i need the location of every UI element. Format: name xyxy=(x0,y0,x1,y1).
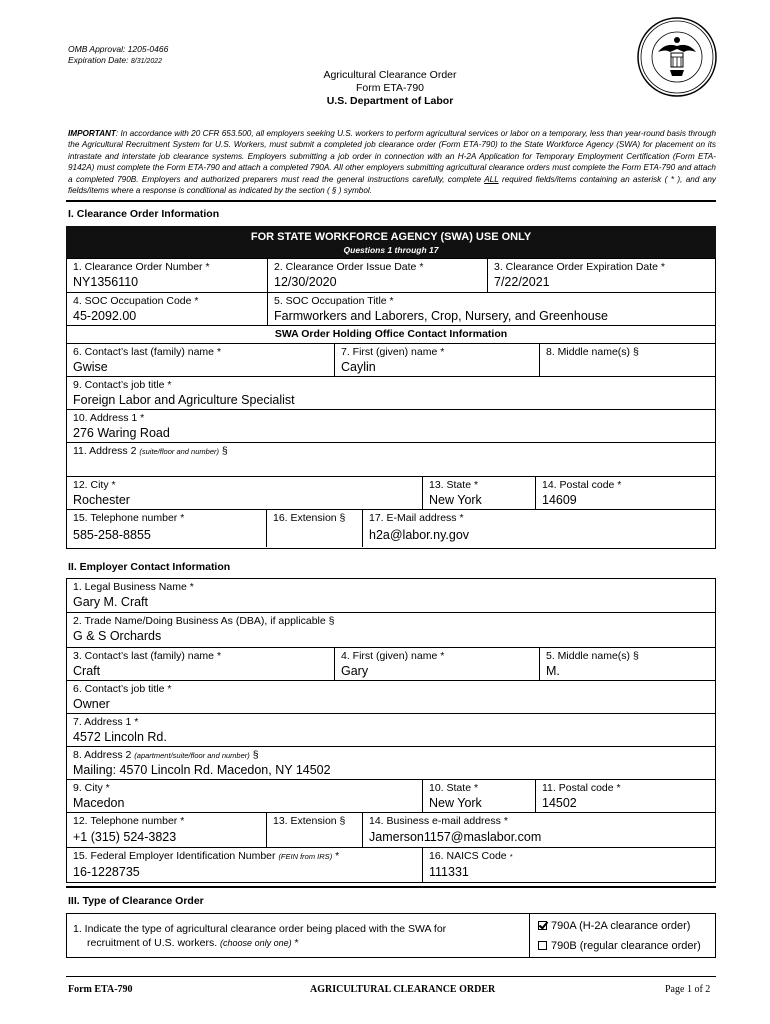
department-name: U.S. Department of Labor xyxy=(326,95,454,107)
checkbox-790b[interactable] xyxy=(538,941,547,950)
table-row xyxy=(67,713,715,746)
fein-field[interactable]: 15. Federal Employer Identification Number (FEIN from IRS) * 16-1228735 xyxy=(73,850,340,879)
postal-code-field[interactable]: 14. Postal code * 14609 xyxy=(535,477,717,509)
extension-field[interactable]: 16. Extension § xyxy=(266,510,362,547)
table-row xyxy=(67,409,715,442)
table-row xyxy=(67,476,715,509)
employer-contact-first-name-field[interactable]: 4. First (given) name * Gary xyxy=(334,648,539,680)
employer-telephone-field[interactable]: 12. Telephone number * +1 (315) 524-3823 xyxy=(73,815,185,844)
important-notice: IMPORTANT: In accordance with 20 CFR 653.500, all employers seeking U.S. workers to perform agricultural services or labor on a temporary, less than year-round basis through the Agricultural Recruitment System for U.S. Workers, must submit a completed job clearance order (Form ETA-790) to the State Workforce Agency (SWA) for placement on its intrastate and interstate job clearance systems. Employers submitting a job order in connection with an H-2A Application for Temporary Employment Certification (Form ETA-9142A) must complete the Form ETA-790 and attach a completed 790A. All other employers submitting agricultural clearance orders must complete the Form ETA-790 and attach a completed 790B. Employers and authorized preparers must read the general instructions carefully, complete ALL required fields/items containing an asterisk ( * ), and any fields/items where a response is conditional as indicated by the section ( § ) symbol. xyxy=(68,129,716,196)
order-type-question: 1. Indicate the type of agricultural clearance order being placed with the SWA for recruitment of U.S. workers. (choose only one) * xyxy=(73,923,447,949)
option-790b[interactable]: 790B (regular clearance order) xyxy=(538,940,701,952)
contact-last-name-field[interactable]: 6. Contact’s last (family) name * Gwise xyxy=(73,346,222,374)
email-field[interactable]: 17. E-Mail address * h2a@labor.ny.gov xyxy=(362,510,717,547)
table-row xyxy=(67,325,715,343)
footer-title: AGRICULTURAL CLEARANCE ORDER xyxy=(310,984,496,995)
employer-address-1-field[interactable]: 7. Address 1 * 4572 Lincoln Rd. xyxy=(73,716,167,744)
department-of-labor-seal-icon xyxy=(636,16,718,98)
dba-name-field[interactable]: 2. Trade Name/Doing Business As (DBA), if applicable § G & S Orchards xyxy=(73,615,335,643)
form-number: Form ETA-790 xyxy=(355,82,425,94)
section-3-heading: III. Type of Clearance Order xyxy=(68,895,204,907)
footer-page-number: Page 1 of 2 xyxy=(665,984,711,995)
soc-code-field[interactable]: 4. SOC Occupation Code * 45-2092.00 xyxy=(73,295,199,323)
section-3-table xyxy=(66,913,716,958)
table-row xyxy=(67,647,715,680)
table-row xyxy=(67,847,715,882)
table-row xyxy=(67,376,715,409)
state-field[interactable]: 13. State * New York xyxy=(422,477,535,509)
table-row xyxy=(67,292,715,325)
employer-city-field[interactable]: 9. City * Macedon xyxy=(73,782,125,810)
section-1-table xyxy=(66,258,716,549)
option-790a[interactable]: 790A (H-2A clearance order) xyxy=(538,920,690,932)
telephone-field[interactable]: 15. Telephone number * 585-258-8855 xyxy=(73,512,185,542)
contact-job-title-field[interactable]: 9. Contact’s job title * Foreign Labor and Agriculture Specialist xyxy=(73,379,295,407)
issue-date-field[interactable]: 2. Clearance Order Issue Date * 12/30/2020 xyxy=(267,259,487,292)
contact-first-name-field[interactable]: 7. First (given) name * Caylin xyxy=(334,344,539,376)
table-row xyxy=(67,812,715,847)
employer-email-field[interactable]: 14. Business e-mail address * Jamerson1157@maslabor.com xyxy=(362,813,717,847)
naics-code-field[interactable]: 16. NAICS Code * 111331 xyxy=(422,848,717,882)
legal-business-name-field[interactable]: 1. Legal Business Name * Gary M. Craft xyxy=(73,581,194,609)
checkbox-790a[interactable] xyxy=(538,921,547,930)
employer-contact-middle-name-field[interactable]: 5. Middle name(s) § M. xyxy=(539,648,717,680)
table-row xyxy=(67,779,715,812)
employer-postal-code-field[interactable]: 11. Postal code * 14502 xyxy=(535,780,717,812)
omb-info xyxy=(68,44,168,67)
employer-job-title-field[interactable]: 6. Contact’s job title * Owner xyxy=(73,683,172,711)
contact-middle-name-field[interactable]: 8. Middle name(s) § xyxy=(539,344,717,376)
soc-title-field[interactable]: 5. SOC Occupation Title * Farmworkers and Laborers, Crop, Nursery, and Greenhouse xyxy=(267,293,717,325)
address-1-field[interactable]: 10. Address 1 * 276 Waring Road xyxy=(73,412,170,440)
order-type-options xyxy=(529,914,717,957)
section-1-heading: I. Clearance Order Information xyxy=(68,208,220,220)
swa-bar-subtitle: Questions 1 through 17 xyxy=(343,245,439,255)
office-contact-heading: SWA Order Holding Office Contact Information xyxy=(274,328,508,340)
table-row xyxy=(67,612,715,647)
address-2-field[interactable]: 11. Address 2 (suite/floor and number) § xyxy=(73,445,228,457)
footer-form-number: Form ETA-790 xyxy=(68,984,133,995)
table-row xyxy=(67,746,715,779)
footer-divider xyxy=(66,976,716,977)
employer-state-field[interactable]: 10. State * New York xyxy=(422,780,535,812)
employer-extension-field[interactable]: 13. Extension § xyxy=(266,813,362,847)
swa-use-only-bar xyxy=(66,226,716,258)
city-field[interactable]: 12. City * Rochester xyxy=(73,479,130,507)
omb-approval: OMB Approval: 1205-0466 xyxy=(68,44,169,54)
section-2-heading: II. Employer Contact Information xyxy=(68,561,231,573)
divider xyxy=(66,200,716,202)
divider xyxy=(66,886,716,888)
employer-contact-last-name-field[interactable]: 3. Contact’s last (family) name * Craft xyxy=(73,650,222,678)
table-row xyxy=(67,579,715,612)
table-row xyxy=(67,442,715,476)
swa-bar-title: FOR STATE WORKFORCE AGENCY (SWA) USE ONLY xyxy=(250,231,532,243)
expiration-date-field[interactable]: 3. Clearance Order Expiration Date * 7/22/2021 xyxy=(487,259,717,292)
expiration-date: Expiration Date: 8/31/2022 xyxy=(68,55,163,65)
form-title: Agricultural Clearance Order xyxy=(323,69,457,81)
table-row xyxy=(67,509,715,547)
section-2-table xyxy=(66,578,716,883)
clearance-order-number-field[interactable]: 1. Clearance Order Number * NY1356110 xyxy=(73,261,210,289)
table-row xyxy=(67,680,715,713)
table-row xyxy=(67,259,715,292)
table-row xyxy=(67,343,715,376)
employer-address-2-field[interactable]: 8. Address 2 (apartment/suite/floor and number) § Mailing: 4570 Lincoln Rd. Macedon, NY 14502 xyxy=(73,749,331,777)
